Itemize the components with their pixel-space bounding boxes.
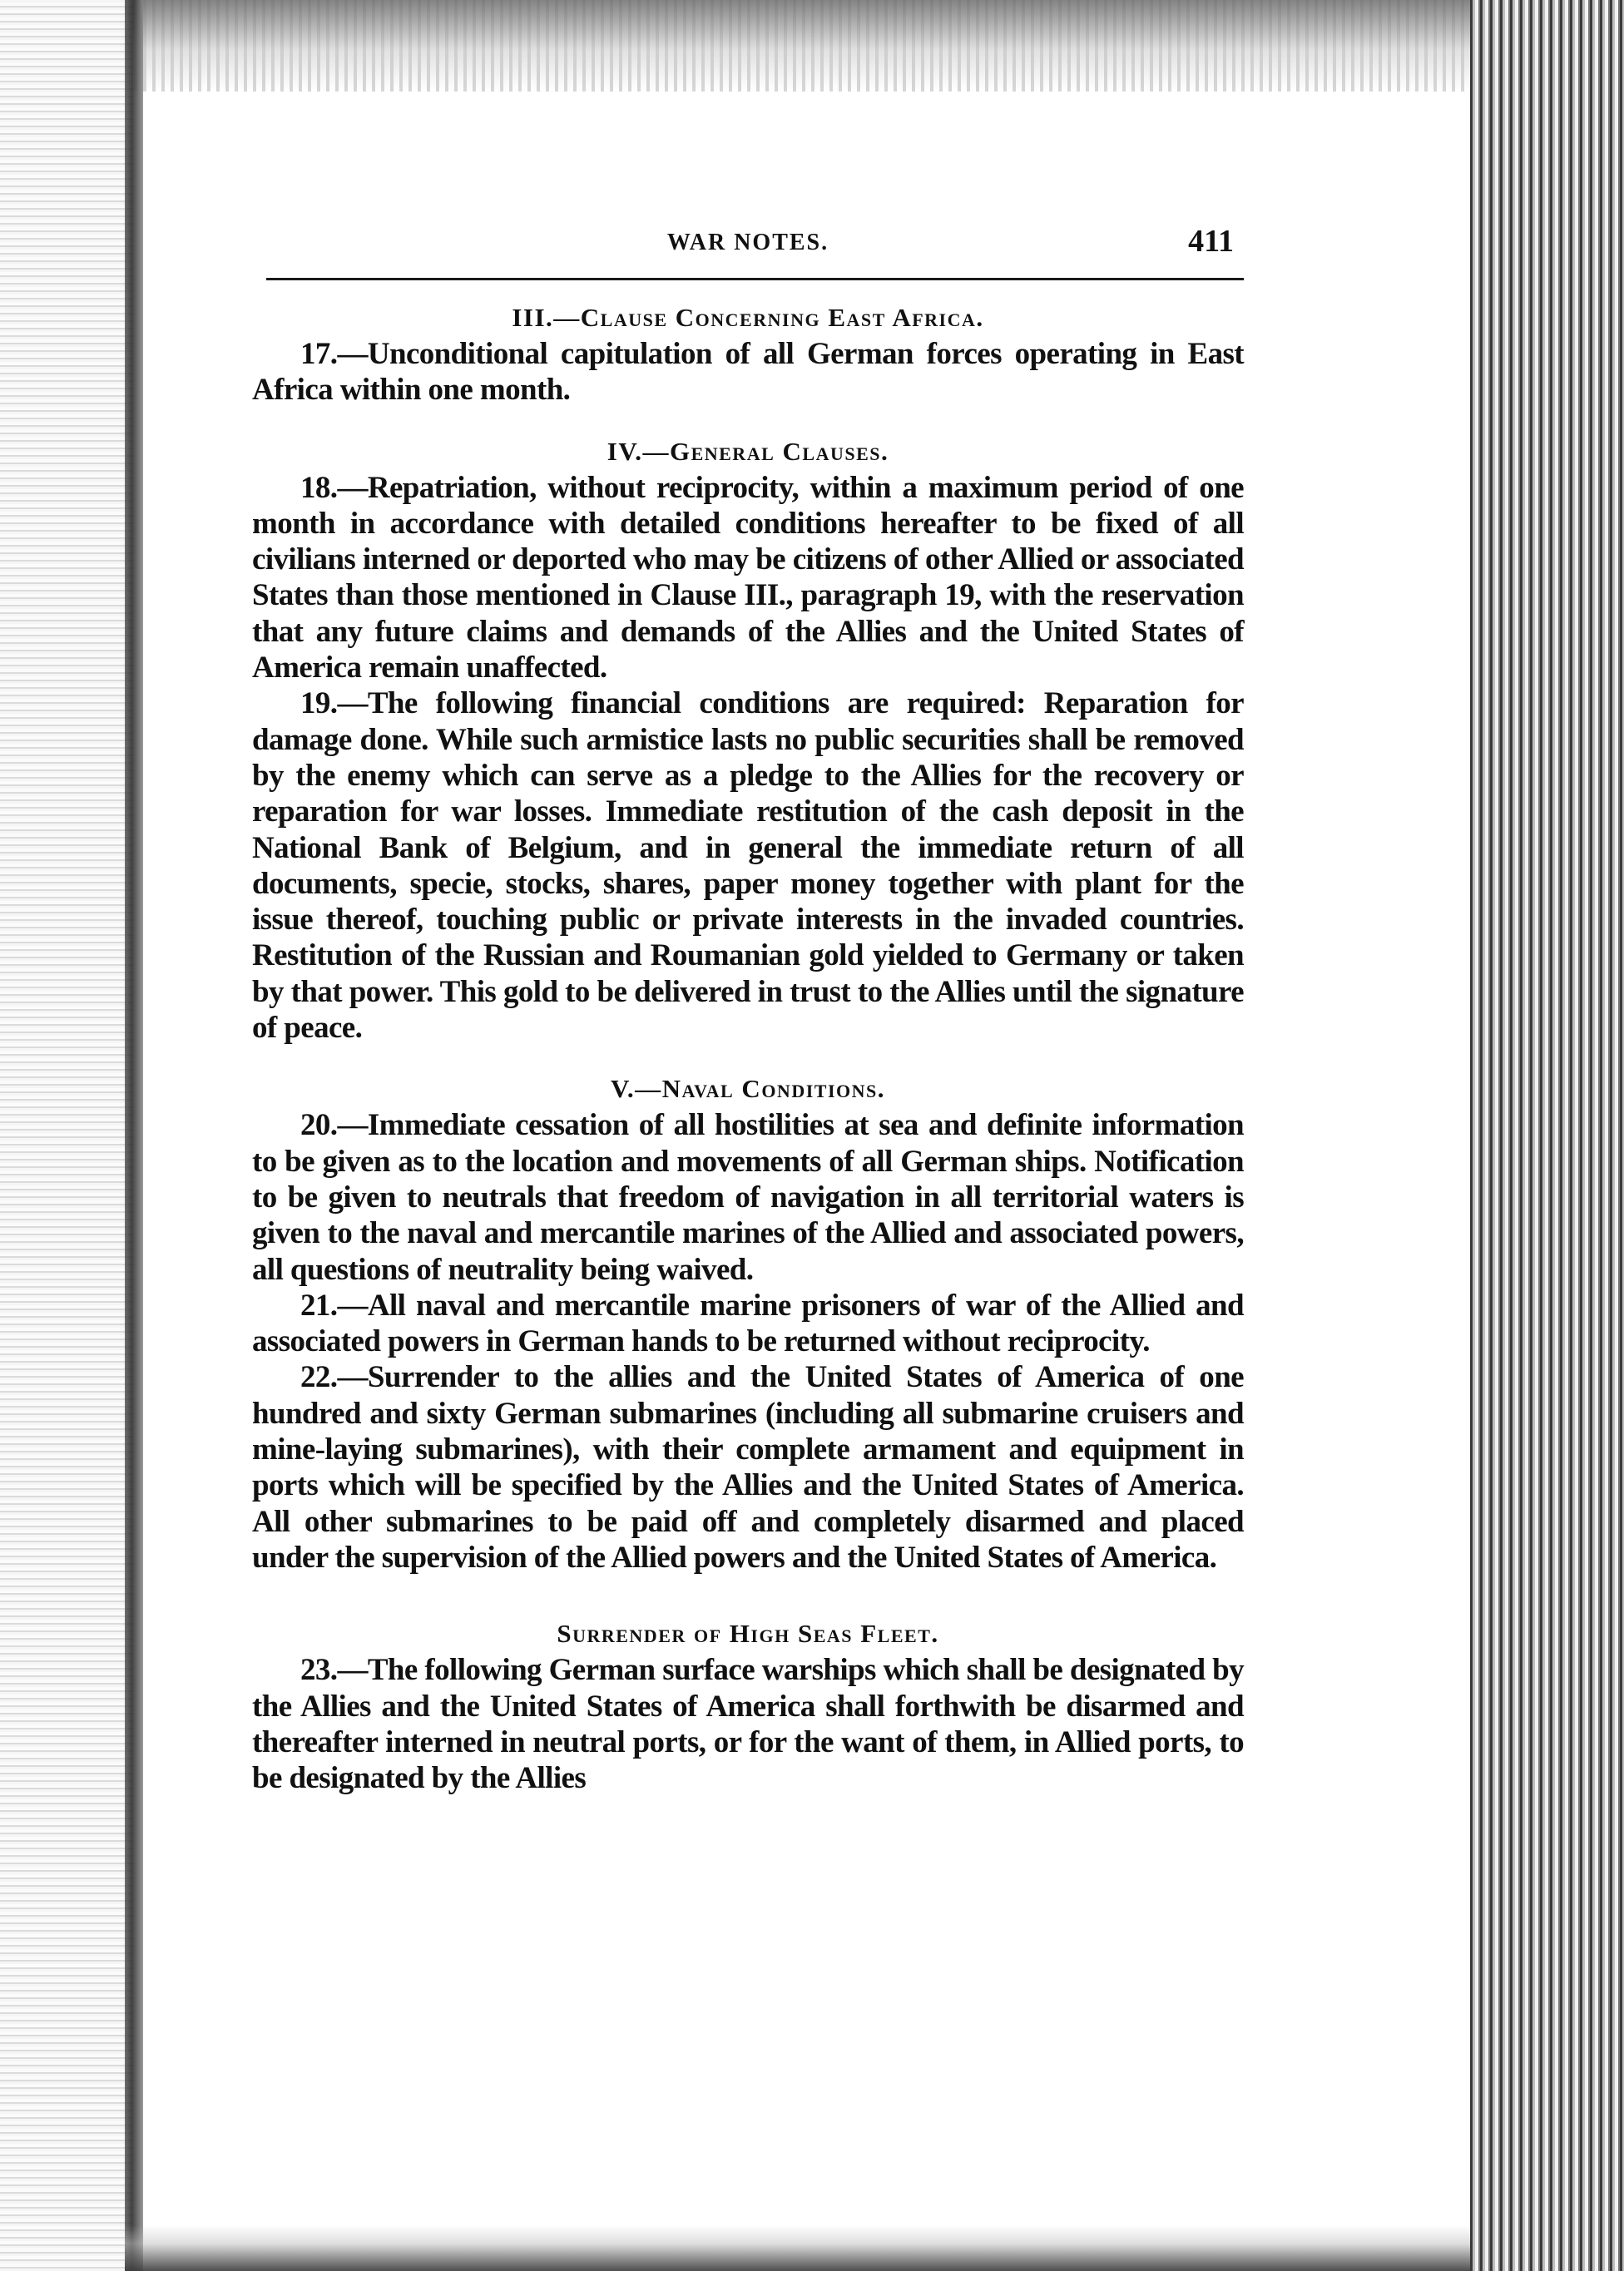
page-number: 411 (1188, 224, 1234, 259)
section-heading-general-clauses: IV.—General Clauses. (607, 436, 889, 466)
paragraph-22: 22.—Surrender to the allies and the United States of America of one hundred and sixty German submarines (including all submarine cruisers and mine-laying submarines), with their complete armament and equipment in ports which will be specified by the Allies and the United States of America. All other submarines to be paid off and completely disarmed and placed under the supervision of the Allied powers and the United States of America. (252, 1360, 1244, 1575)
scan-shadow-top (125, 0, 1470, 92)
section-heading-naval-conditions: V.—Naval Conditions. (610, 1074, 885, 1104)
page-body (252, 223, 1244, 1796)
header-rule (266, 278, 1244, 280)
scan-binding-edge (125, 0, 143, 2271)
section-heading-east-africa: III.—Clause Concerning East Africa. (512, 303, 984, 332)
running-head (252, 223, 1244, 275)
scan-margin-right (1470, 0, 1624, 2271)
running-title: WAR NOTES. (666, 230, 829, 255)
paragraph-17: 17.—Unconditional capitulation of all German forces operating in East Africa within one month. (252, 337, 1244, 408)
paragraph-21: 21.—All naval and mercantile marine prisoners of war of the Allied and associated powers in German hands to be returned without reciprocity. (252, 1288, 1244, 1359)
paragraph-19: 19.—The following financial conditions are required: Reparation for damage done. While such armistice lasts no public securities shall be removed by the enemy which can serve as a pledge to the Allies for the recovery or reparation for war losses. Immediate restitution of the cash deposit in the National Bank of Belgium, and in general the immediate return of all documents, specie, stocks, shares, paper money together with plant for the issue thereof, touching public or private interests in the invaded countries. Restitution of the Russian and Roumanian gold yielded to Germany or taken by that power. This gold to be delivered in trust to the Allies until the signature of peace. (252, 686, 1244, 1046)
section-heading-high-seas-fleet: Surrender of High Seas Fleet. (557, 1619, 939, 1649)
paragraph-23: 23.—The following German surface warships which shall be designated by the Allies and the United States of America shall forthwith be disarmed and thereafter interned in neutral ports, or for the want of them, in Allied ports, to be designated by the Allies (252, 1653, 1244, 1796)
paragraph-20: 20.—Immediate cessation of all hostilities at sea and definite information to be given as to the location and movements of all German ships. Notification to be given to neutrals that freedom of navigation in all territorial waters is given to the naval and mercantile marines of the Allied and associated powers, all questions of neutrality being waived. (252, 1108, 1244, 1287)
scan-margin-left (0, 0, 133, 2271)
scan-shadow-bottom (125, 2225, 1470, 2271)
paragraph-18: 18.—Repatriation, without reciprocity, within a maximum period of one month in accordance with detailed conditions hereafter to be fixed of all civilians interned or deported who may be citizens of other Allied or associated States than those mentioned in Clause III., paragraph 19, with the reservation that any future claims and demands of the Allies and the United States of America remain unaffected. (252, 470, 1244, 685)
